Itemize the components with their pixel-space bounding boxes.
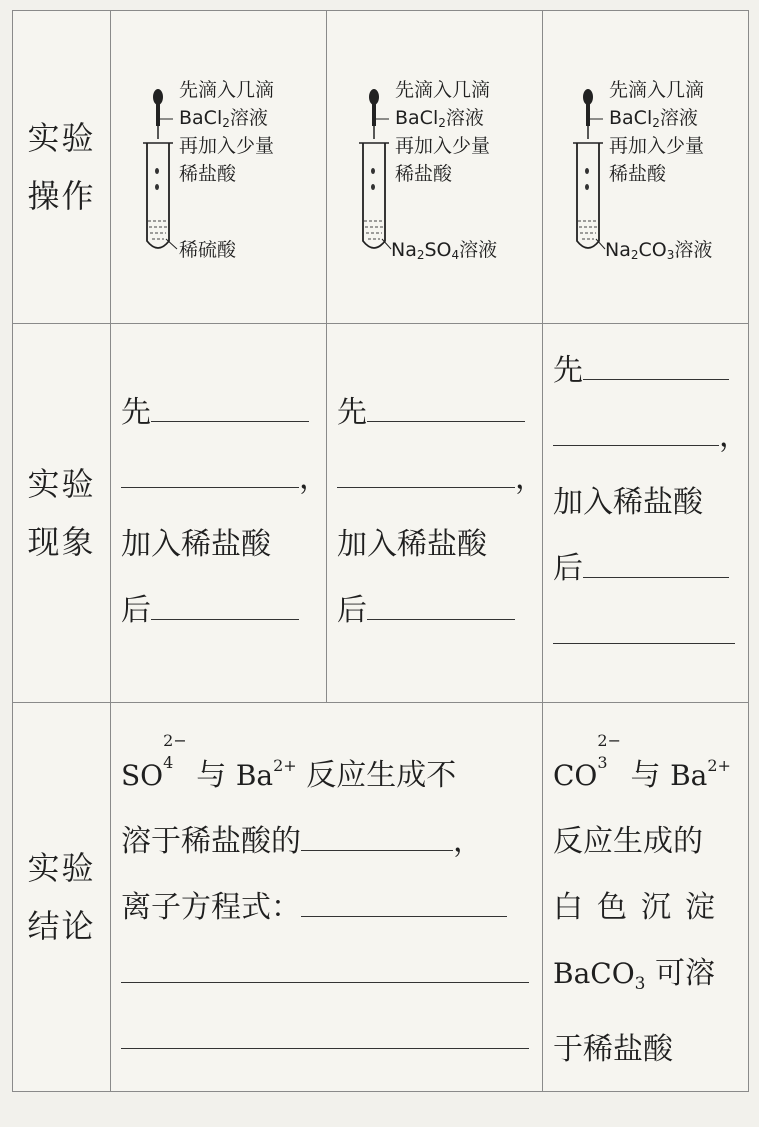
- answer-blank[interactable]: [121, 944, 529, 983]
- conclusion-line-1: CO 2− 3 与 $Ba^{2+}$: [553, 731, 731, 793]
- operation-row-header: 实验 操作: [13, 11, 111, 324]
- answer-blank[interactable]: [121, 449, 299, 488]
- conclusion-line-2: 溶于稀盐酸的 ，: [121, 809, 534, 875]
- dropper-text-line4: 稀盐酸: [179, 163, 237, 185]
- dropper-text-line3: 再加入少量: [609, 135, 705, 157]
- answer-blank[interactable]: [301, 878, 507, 917]
- conclusion-cell-sulfate: [111, 703, 543, 1092]
- phenomenon-cell-1: 先 ， 加入稀盐酸 后: [111, 324, 327, 703]
- operation-cell-dilute-sulfuric-acid: [111, 11, 327, 324]
- answer-blank[interactable]: [301, 812, 453, 851]
- dropper-text-line2: BaCl$_2$溶液: [395, 107, 484, 130]
- dropper-text-line1: 先滴入几滴: [395, 79, 491, 101]
- dropper-text-line1: 先滴入几滴: [179, 79, 275, 101]
- conclusion-line-4: BaCO$_3$ 可溶: [553, 956, 716, 994]
- dropper-text-line2: BaCl$_2$溶液: [179, 107, 268, 130]
- answer-blank[interactable]: [583, 341, 729, 380]
- phenomenon-row-header: 实验 现象: [13, 324, 111, 703]
- answer-blank[interactable]: [367, 383, 525, 422]
- answer-blank[interactable]: [151, 581, 299, 620]
- phenomenon-cell-2: 先 ， 加入稀盐酸 后: [327, 324, 543, 703]
- answer-blank[interactable]: [367, 581, 515, 620]
- dropper-text-line3: 再加入少量: [179, 135, 275, 157]
- dropper-text-line1: 先滴入几滴: [609, 79, 705, 101]
- phenomenon-cell-3: 先 ， 加入稀盐酸 后: [543, 324, 749, 703]
- dropper-text-line3: 再加入少量: [395, 135, 491, 157]
- dropper-text-line4: 稀盐酸: [395, 163, 453, 185]
- conclusion-cell-carbonate: CO 2− 3 与 $Ba^{2+}$ 反应生成的 白色沉淀 BaCO$_3$ 可溶 于稀盐酸: [543, 703, 749, 1092]
- dropper-text-line2: BaCl$_2$溶液: [609, 107, 698, 130]
- conclusion-line-1: SO 2− 4 与 $Ba^{2+}$ 反应生成不: [121, 731, 457, 793]
- phenomenon-row: [13, 324, 749, 703]
- tube-label-sodium-sulfate: $Na_2SO_4$溶液: [391, 239, 498, 262]
- tube-label-sodium-carbonate: $Na_2CO_3$溶液: [605, 239, 713, 262]
- answer-blank[interactable]: [583, 539, 729, 578]
- dropper-text-line4: 稀盐酸: [609, 163, 667, 185]
- answer-blank[interactable]: [337, 449, 515, 488]
- answer-blank[interactable]: [553, 605, 735, 644]
- operation-cell-sodium-sulfate: [327, 11, 543, 324]
- experiment-table: [12, 10, 749, 1092]
- operation-cell-sodium-carbonate: [543, 11, 749, 324]
- tube-label-dilute-sulfuric-acid: 稀硫酸: [179, 239, 237, 261]
- conclusion-row: [13, 703, 749, 1092]
- answer-blank[interactable]: [151, 383, 309, 422]
- conclusion-line-3: 离子方程式：: [121, 875, 534, 941]
- operation-row: [13, 11, 749, 324]
- answer-blank[interactable]: [121, 1010, 529, 1049]
- answer-blank[interactable]: [553, 407, 719, 446]
- conclusion-row-header: 实验 结论: [13, 703, 111, 1092]
